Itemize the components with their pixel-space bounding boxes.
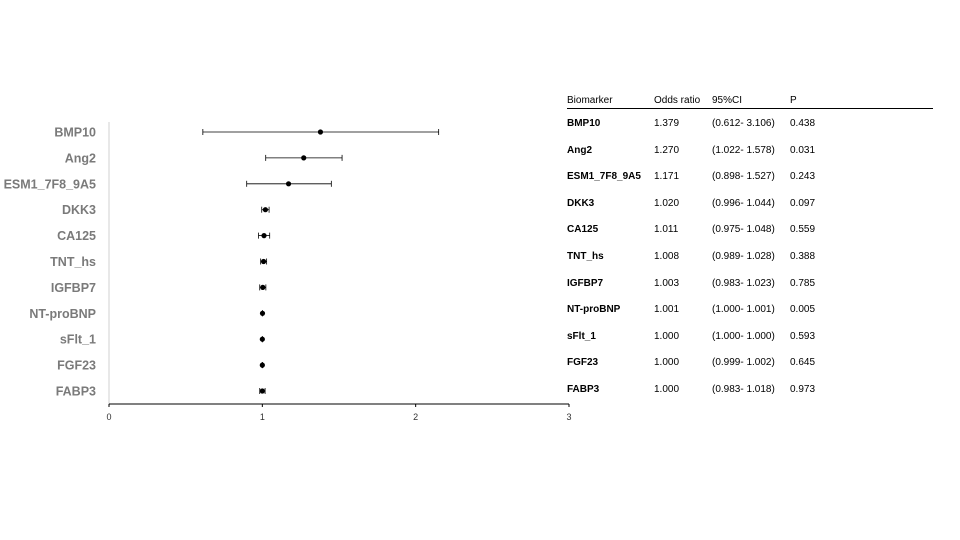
cell-ci: (0.996- 1.044) (712, 197, 775, 209)
table-row (567, 295, 933, 322)
forest-marks (203, 129, 439, 394)
odds-ratio-point (263, 207, 268, 212)
table-row (567, 348, 933, 375)
results-table (567, 92, 933, 402)
y-label: sFlt_1 (59, 332, 96, 347)
cell-p-value: 0.593 (790, 330, 816, 342)
cell-odds-ratio: 1.000 (654, 357, 680, 369)
cell-ci: (0.983- 1.018) (712, 383, 775, 395)
cell-ci: (1.000- 1.000) (712, 330, 775, 342)
cell-ci: (1.000- 1.001) (712, 304, 775, 316)
cell-odds-ratio: 1.020 (654, 197, 680, 209)
cell-p-value: 0.973 (790, 383, 816, 395)
table-row (567, 162, 933, 189)
cell-ci: (1.022- 1.578) (712, 144, 775, 156)
cell-biomarker: Ang2 (567, 144, 592, 156)
header-biomarker: Biomarker (567, 95, 613, 106)
cell-p-value: 0.031 (790, 144, 816, 156)
odds-ratio-point (260, 311, 265, 316)
cell-p-value: 0.645 (790, 357, 816, 369)
cell-odds-ratio: 1.379 (654, 118, 680, 129)
table-header (567, 92, 933, 109)
odds-ratio-point (260, 363, 265, 368)
cell-p-value: 0.005 (790, 304, 816, 316)
cell-p-value: 0.097 (790, 197, 816, 209)
odds-ratio-point (261, 233, 266, 238)
cell-biomarker: BMP10 (567, 118, 601, 129)
odds-ratio-point (318, 129, 323, 134)
cell-ci: (0.983- 1.023) (712, 277, 775, 289)
table-row (567, 136, 933, 163)
cell-odds-ratio: 1.171 (654, 171, 680, 183)
x-tick-label: 2 (413, 412, 419, 422)
odds-ratio-point (286, 181, 291, 186)
cell-odds-ratio: 1.000 (654, 383, 680, 395)
x-tick-label: 3 (566, 412, 572, 422)
y-label: IGFBP7 (50, 280, 96, 295)
cell-ci: (0.612- 3.106) (712, 118, 775, 129)
forest-y-labels (4, 126, 96, 399)
x-tick-label: 1 (259, 412, 265, 422)
odds-ratio-point (301, 155, 306, 160)
odds-ratio-point (260, 337, 265, 342)
cell-odds-ratio: 1.001 (654, 304, 680, 316)
x-axis-ticks (106, 404, 571, 422)
cell-p-value: 0.785 (790, 277, 816, 289)
cell-biomarker: FABP3 (567, 383, 600, 395)
cell-biomarker: IGFBP7 (567, 277, 604, 289)
table-row (567, 189, 933, 216)
odds-ratio-point (260, 388, 265, 393)
cell-odds-ratio: 1.011 (654, 224, 679, 236)
y-label: CA125 (57, 229, 96, 244)
table-row (567, 242, 933, 269)
cell-p-value: 0.388 (790, 250, 816, 262)
y-label: Ang2 (64, 151, 96, 166)
cell-biomarker: TNT_hs (567, 250, 604, 262)
cell-ci: (0.999- 1.002) (712, 357, 775, 369)
cell-ci: (0.898- 1.527) (712, 171, 775, 183)
y-label: TNT_hs (50, 255, 96, 269)
cell-odds-ratio: 1.270 (654, 144, 680, 156)
header-odds-ratio: Odds ratio (654, 95, 701, 106)
cell-biomarker: NT-proBNP (567, 304, 621, 316)
header-ci: 95%CI (712, 95, 743, 106)
cell-p-value: 0.243 (790, 171, 816, 183)
table-row (567, 109, 933, 136)
cell-biomarker: sFlt_1 (567, 330, 596, 342)
table-row (567, 375, 933, 402)
cell-p-value: 0.438 (790, 118, 816, 129)
y-label: ESM1_7F8_9A5 (3, 177, 96, 192)
y-label: FABP3 (55, 384, 96, 399)
table-row (567, 322, 933, 349)
y-label: NT-proBNP (29, 306, 96, 321)
cell-odds-ratio: 1.008 (654, 250, 680, 262)
cell-ci: (0.989- 1.028) (712, 250, 775, 262)
cell-odds-ratio: 1.003 (654, 277, 680, 289)
cell-biomarker: FGF23 (567, 357, 599, 369)
table-body (567, 109, 933, 402)
cell-odds-ratio: 1.000 (654, 330, 680, 342)
cell-p-value: 0.559 (790, 224, 816, 236)
y-label: BMP10 (54, 125, 96, 140)
cell-ci: (0.975- 1.048) (712, 224, 775, 236)
y-label: DKK3 (61, 203, 96, 218)
y-label: FGF23 (57, 358, 96, 373)
odds-ratio-point (261, 259, 266, 264)
header-p: P (790, 95, 797, 106)
cell-biomarker: ESM1_7F8_9A5 (567, 171, 641, 183)
cell-biomarker: CA125 (567, 224, 599, 236)
x-tick-label: 0 (106, 412, 112, 422)
cell-biomarker: DKK3 (567, 197, 595, 209)
table-row (567, 269, 933, 296)
table-row (567, 215, 933, 242)
odds-ratio-point (260, 285, 265, 290)
